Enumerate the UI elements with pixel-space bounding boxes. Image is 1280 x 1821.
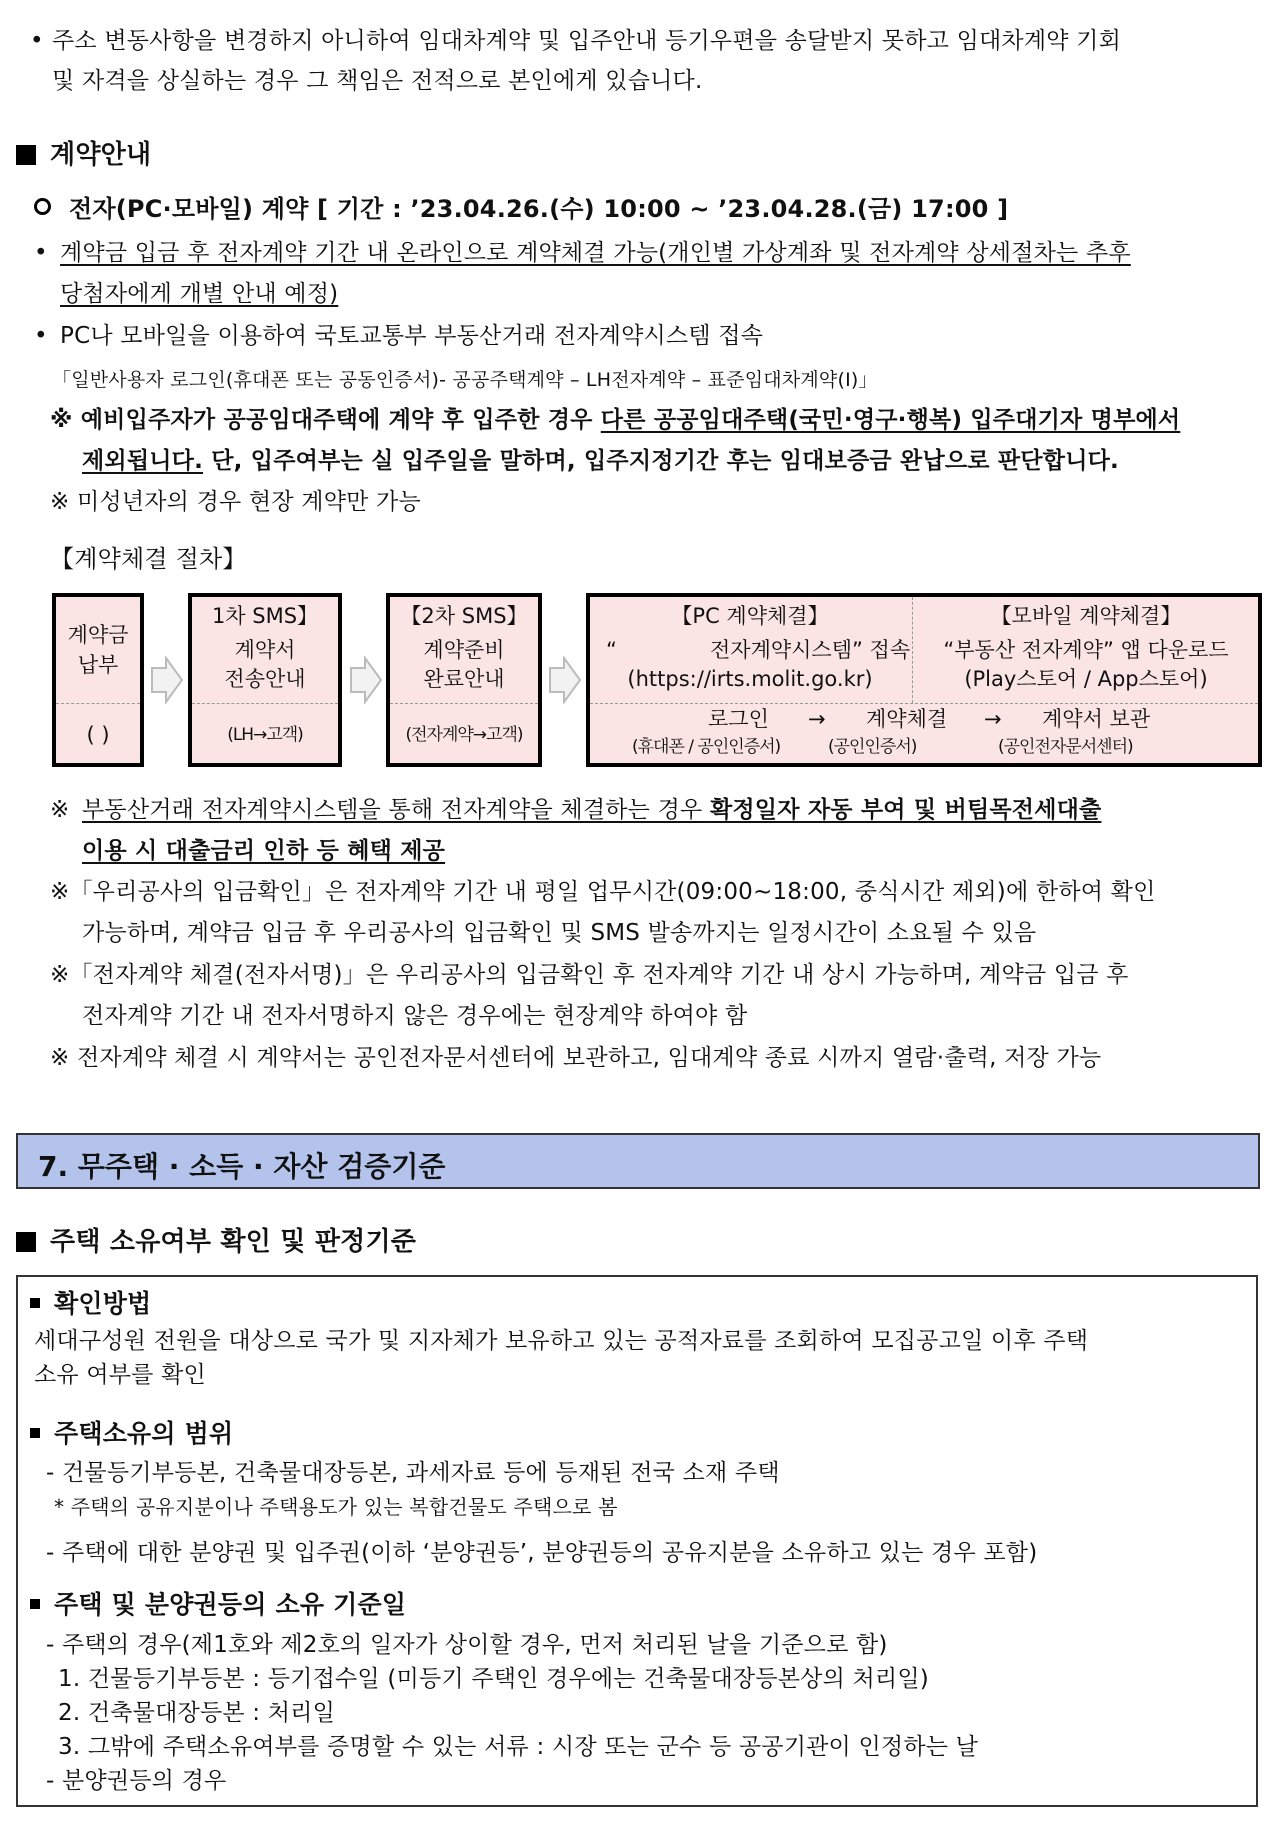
step-sms2-label-1: 【2차 SMS】 [400,604,528,628]
note-1-part-b: 다른 공공임대주택(국민·영구·행복) 입주대기자 명부에서 [600,407,1181,433]
mobile-contract-line-1: “부동산 전자계약” 앱 다운로드 [943,638,1229,662]
divider [912,597,913,703]
basis-title [30,1590,406,1620]
square-bullet-icon [30,1599,40,1609]
square-bullet-icon [30,1428,40,1438]
note-1-part-d: 단, 입주여부는 실 입주일을 말하며, 입주지정기간 후는 임대보증금 완납으로 판단합니다. [203,448,1119,474]
step-sms2-label-3: 완료안내 [423,667,505,691]
bullet-dot: • [30,28,44,54]
step-login-sub: (휴대폰 / 공인인증서) [632,737,781,757]
divider [192,703,338,704]
step-sms1-label-1: 1차 SMS】 [211,604,319,628]
mobile-contract-line-2: (Play스토어 / App스토어) [964,667,1208,691]
divider [390,703,538,704]
procedure-title: 【계약체결 절차】 [50,545,247,573]
pc-contract-title: 【PC 계약체결】 [671,604,829,628]
square-bullet-icon [16,1232,36,1252]
step-sms1-sub: (LH→고객) [227,725,303,745]
step-sms1-label-3: 전송안내 [224,667,306,691]
econtract-note-2-line-2: 가능하며, 계약금 입금 후 우리공사의 입금확인 및 SMS 발송까지는 일정시간이 소요될 수 있음 [82,920,1037,946]
econtract-note-3-line-2: 전자계약 기간 내 전자서명하지 않은 경우에는 현장계약 하여야 함 [82,1003,748,1029]
scope-title [30,1419,233,1449]
basis-line-2: 1. 건물등기부등본 : 등기접수일 (미등기 주택인 경우에는 건축물대장등본상의 처리일) [58,1666,929,1692]
contract-path: 「일반사용자 로그인(휴대폰 또는 공동인증서)- 공공주택계약 – LH전자계약 – 표준임대차계약(Ⅰ)」 [52,369,878,391]
scope-line-1: - 건물등기부등본, 건축물대장등본, 과세자료 등에 등재된 전국 소재 주택 [46,1460,780,1486]
housing-heading [16,1227,416,1257]
note-1-part-c: 제외됩니다. [82,448,204,474]
step-login: 로그인 [708,707,769,731]
basis-line-1: - 주택의 경우(제1호와 제2호의 일자가 상이할 경우, 먼저 처리된 날을 기준으로 함) [46,1632,888,1658]
contract-bullet-1-line-2: 당첨자에게 개별 안내 예정) [60,281,339,307]
step-store-sub: (공인전자문서센터) [998,737,1133,757]
chevron-right-icon [349,656,383,704]
mobile-contract-title: 【모바일 계약체결】 [990,604,1182,628]
divider [590,703,1258,704]
chevron-right-icon [150,656,184,704]
arrow-right-icon: → [808,707,826,731]
basis-line-3: 2. 건축물대장등본 : 처리일 [58,1700,336,1726]
pc-contract-url: (https://irts.molit.go.kr) [627,667,873,691]
pc-quote-mark: “ [606,638,617,662]
contract-note-2: ※ 미성년자의 경우 현장 계약만 가능 [50,489,421,515]
contract-period-text: 전자(PC·모바일) 계약 [ 기간 : ’23.04.26.(수) 10:00 ~ ’23.04.28.(금) 17:00 ] [69,195,1009,223]
step-sms2-label-2: 계약준비 [423,638,505,662]
square-bullet-icon [30,1298,40,1308]
step-deposit-label-2: 납부 [77,653,119,677]
circle-bullet-icon [34,198,51,215]
bullet-dot: • [34,323,48,349]
section-7-title: 7. 무주택 · 소득 · 자산 검증기준 [38,1150,446,1183]
scope-line-2: * 주택의 공유지분이나 주택용도가 있는 복합건물도 주택으로 봄 [54,1495,618,1519]
contract-note-1-line-1 [50,405,1180,435]
step-sms2-sub: (전자계약→고객) [405,725,523,745]
contract-bullet-1-line-1: 계약금 입금 후 전자계약 기간 내 온라인으로 계약체결 가능(개인별 가상계좌 및 전자계약 상세절차는 추후 [60,240,1131,266]
step-deposit-sub: ( ) [86,723,110,747]
contract-subheading [34,194,1008,224]
pc-contract-line-1: 전자계약시스템” 접속 [710,638,911,662]
step-sign: 계약체결 [866,707,948,731]
housing-heading-text: 주택 소유여부 확인 및 판정기준 [50,1227,417,1257]
basis-line-5: - 분양권등의 경우 [46,1768,227,1794]
note-1-part-a: ※ 예비입주자가 공공임대주택에 계약 후 입주한 경우 [50,407,601,433]
method-title [30,1289,151,1319]
econtract-note-4: ※ 전자계약 체결 시 계약서는 공인전자문서센터에 보관하고, 임대계약 종료 시까지 열람·출력, 저장 가능 [50,1045,1102,1071]
econtract-note-1-line-1 [82,795,1101,825]
step-deposit-label-1: 계약금 [67,623,129,647]
divider [56,703,140,704]
step-store: 계약서 보관 [1042,707,1151,731]
basis-line-4: 3. 그밖에 주택소유여부를 증명할 수 있는 서류 : 시장 또는 군수 등 공공기관이 인정하는 날 [58,1734,979,1760]
contract-bullet-2: PC나 모바일을 이용하여 국토교통부 부동산거래 전자계약시스템 접속 [60,323,764,349]
contract-note-1-line-2 [82,446,1119,476]
econtract-note-1-part-a: 부동산거래 전자계약시스템을 통해 전자계약을 체결하는 경우 [82,797,710,823]
note-mark: ※ [50,797,70,823]
scope-line-3: - 주택에 대한 분양권 및 입주권(이하 ‘분양권등’, 분양권등의 공유지분을 소유하고 있는 경우 포함) [46,1540,1038,1566]
scope-title-text: 주택소유의 범위 [54,1419,234,1448]
econtract-note-1-part-b: 확정일자 자동 부여 및 버팀목전세대출 [709,797,1102,823]
step-sms1-label-2: 계약서 [234,638,296,662]
intro-line-2: 및 자격을 상실하는 경우 그 책임은 전적으로 본인에게 있습니다. [52,68,703,94]
bullet-dot: • [34,240,48,266]
method-title-text: 확인방법 [54,1289,152,1318]
section-7-banner [16,1133,1260,1189]
arrow-right-icon: → [984,707,1002,731]
chevron-right-icon [548,656,582,704]
basis-title-text: 주택 및 분양권등의 소유 기준일 [54,1590,407,1619]
method-line-2: 소유 여부를 확인 [34,1362,206,1388]
square-bullet-icon [16,145,36,165]
method-line-1: 세대구성원 전원을 대상으로 국가 및 지자체가 보유하고 있는 공적자료를 조회하여 모집공고일 이후 주택 [34,1328,1089,1354]
step-sign-sub: (공인인증서) [828,737,917,757]
intro-line-1: 주소 변동사항을 변경하지 아니하여 임대차계약 및 입주안내 등기우편을 송달받지 못하고 임대차계약 기회 [52,28,1122,54]
econtract-note-1-line-2: 이용 시 대출금리 인하 등 혜택 제공 [82,838,446,864]
econtract-note-2-line-1: ※「우리공사의 입금확인」은 전자계약 기간 내 평일 업무시간(09:00~18:00, 중식시간 제외)에 한하여 확인 [50,879,1156,905]
contract-heading-text: 계약안내 [50,140,152,170]
econtract-note-3-line-1: ※「전자계약 체결(전자서명)」은 우리공사의 입금확인 후 전자계약 기간 내 상시 가능하며, 계약금 입금 후 [50,962,1129,988]
contract-heading [16,140,151,170]
